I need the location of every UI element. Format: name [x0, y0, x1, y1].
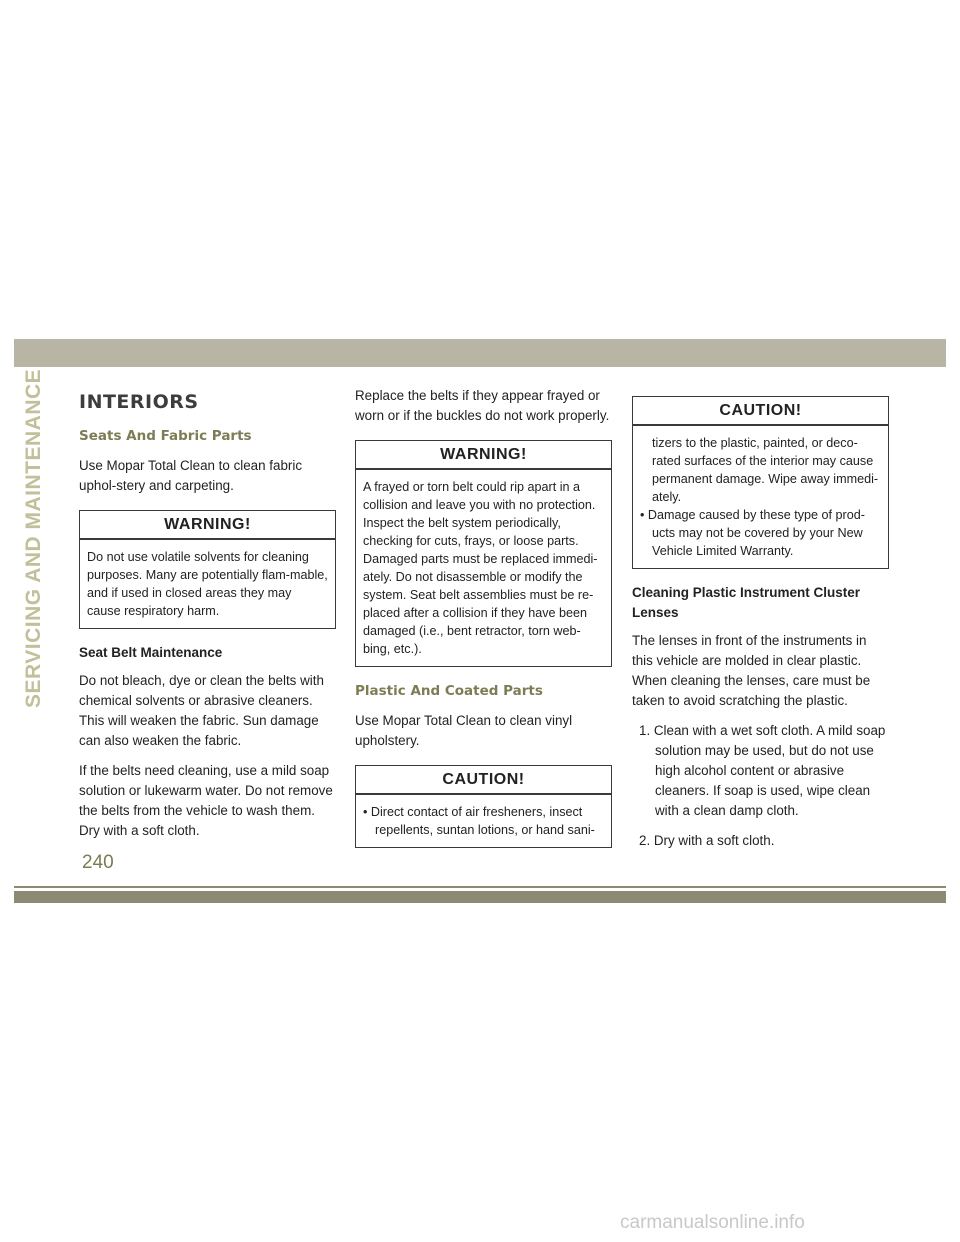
- warning-title: WARNING!: [356, 441, 611, 470]
- footer-rule: [14, 886, 946, 888]
- side-tab-label: SERVICING AND MAINTENANCE: [22, 368, 45, 708]
- warning-text: Do not use volatile solvents for cleaning purposes. Many are potentially flam-mable, and if used in closed areas they may cause respiratory harm.: [87, 550, 328, 618]
- column-2: [355, 386, 612, 862]
- caution-box-1: [355, 765, 612, 848]
- column-1: [79, 386, 336, 851]
- caution-title: CAUTION!: [356, 766, 611, 795]
- warning-box-1: [79, 510, 336, 629]
- list-item: 2. Dry with a soft cloth.: [639, 833, 775, 848]
- column-3: [632, 386, 889, 861]
- header-band: [14, 339, 946, 367]
- belt-heading: Seat Belt Maintenance: [79, 645, 223, 660]
- seats-heading: Seats And Fabric Parts: [79, 428, 252, 444]
- steps-list: [632, 721, 889, 851]
- caution-box-2: [632, 396, 889, 569]
- replace-belts-text: Replace the belts if they appear frayed or worn or if the buckles do not work properly.: [355, 388, 610, 423]
- section-heading: INTERIORS: [79, 391, 199, 413]
- caution-title: CAUTION!: [633, 397, 888, 426]
- plastic-text: Use Mopar Total Clean to clean vinyl upholstery.: [355, 713, 573, 748]
- watermark: carmanualsonline.info: [620, 1212, 805, 1233]
- list-item: 1. Clean with a wet soft cloth. A mild soap solution may be used, but do not use high alcohol content or abrasive cleaners. If soap is used, wipe clean with a clean damp cloth.: [639, 723, 886, 818]
- belt-paragraph-2: If the belts need cleaning, use a mild soap solution or lukewarm water. Do not remove the belts from the vehicle to wash them. Dry with a soft cloth.: [79, 763, 333, 838]
- caution-bullet: • Damage caused by these type of prod-ucts may not be covered by your New Vehicle Limited Warranty.: [640, 508, 865, 558]
- caution-body: [356, 795, 611, 847]
- seats-text: Use Mopar Total Clean to clean fabric uphol-stery and carpeting.: [79, 458, 303, 493]
- lens-heading: Cleaning Plastic Instrument Cluster Lenses: [632, 585, 861, 620]
- warning-box-2: [355, 440, 612, 667]
- footer-band: [14, 891, 946, 903]
- caution-body: [633, 426, 888, 568]
- lens-text: The lenses in front of the instruments in this vehicle are molded in clear plastic. When cleaning the lenses, care must be taken to avoid scratching the plastic.: [632, 633, 871, 708]
- belt-paragraph-1: Do not bleach, dye or clean the belts with chemical solvents or abrasive cleaners. This will weaken the fabric. Sun damage can also weaken the fabric.: [79, 673, 324, 748]
- caution-continued-text: tizers to the plastic, painted, or deco-rated surfaces of the interior may cause permanent damage. Wipe away immedi-ately.: [652, 436, 879, 504]
- caution-bullet: • Direct contact of air fresheners, insect repellents, suntan lotions, or hand sani-: [363, 805, 595, 837]
- warning-title: WARNING!: [80, 511, 335, 540]
- plastic-heading: Plastic And Coated Parts: [355, 683, 543, 699]
- warning-text: A frayed or torn belt could rip apart in a collision and leave you with no protection. Inspect the belt system periodically, checking for cuts, frays, or loose parts. Damaged parts must be replaced immedi-ately. Do not disassemble or modify the system. Seat belt assemblies must be re-placed after a collision if they have been damaged (i.e., bent retractor, torn web-bing, etc.).: [363, 480, 598, 656]
- page-number: 240: [82, 852, 114, 873]
